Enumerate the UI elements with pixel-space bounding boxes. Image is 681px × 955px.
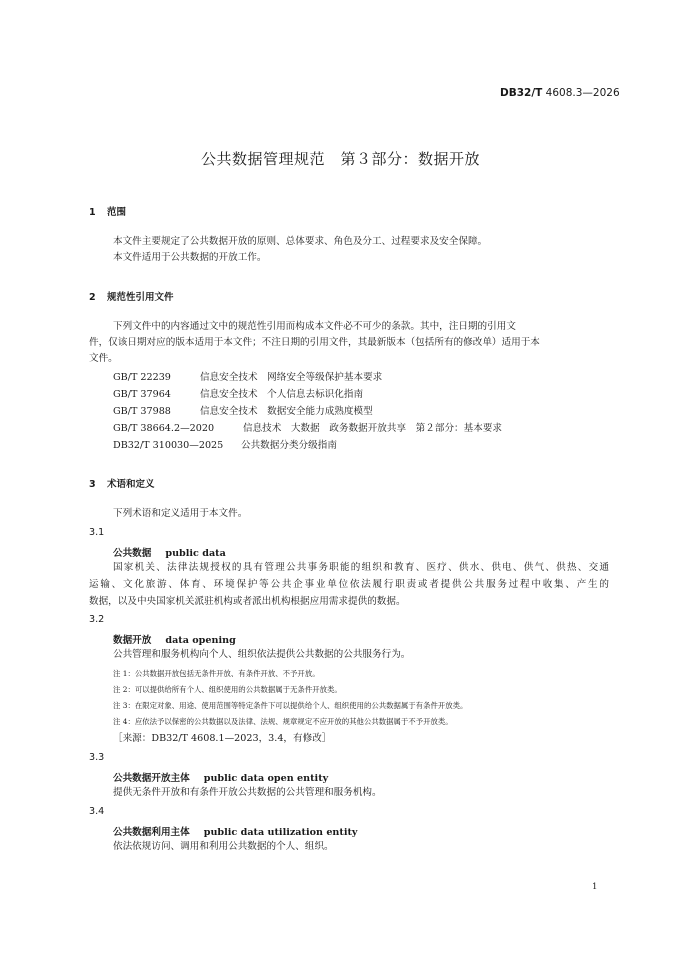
- section-2-intro-line-1: 下列文件中的内容通过文中的规范性引用而构成本文件必不可少的条款。其中，注日期的引用文: [113, 321, 516, 332]
- term-number: 3.1: [89, 527, 105, 538]
- term-note: 注 2：可以提供给所有个人、组织使用的公共数据属于无条件开放类。: [113, 685, 342, 694]
- document-title: 公共数据管理规范 第３部分：数据开放: [200, 150, 480, 168]
- term-definition-line: 运输、文化旅游、体育、环境保护等公共企事业单位依法履行职责或者提供公共服务过程中收集、产生的: [89, 579, 609, 590]
- term-note: 注 3：在限定对象、用途、使用范围等特定条件下可以提供给个人、组织使用的公共数据属于有条件开放类。: [113, 701, 468, 710]
- term-number: 3.3: [89, 752, 105, 763]
- section-1-paragraph-1: 本文件主要规定了公共数据开放的原则、总体要求、角色及分工、过程要求及安全保障。: [113, 236, 488, 247]
- term-definition-line: 依法依规访问、调用和利用公共数据的个人、组织。: [113, 841, 334, 852]
- term-definition-line: 公共管理和服务机构向个人、组织依法提供公共数据的公共服务行为。: [113, 649, 411, 660]
- term-name: 公共数据利用主体 public data utilization entity: [113, 827, 358, 838]
- term-name: 公共数据开放主体 public data open entity: [113, 773, 329, 784]
- term-note: 注 1：公共数据开放包括无条件开放、有条件开放、不予开放。: [113, 669, 320, 678]
- reference-item: GB/T 22239 信息安全技术 网络安全等级保护基本要求: [113, 372, 383, 383]
- term-source: ［来源：DB32/T 4608.1—2023，3.4，有修改］: [113, 733, 332, 744]
- standard-code: DB32/T 4608.3—2026: [500, 87, 620, 99]
- reference-item: GB/T 37964 信息安全技术 个人信息去标识化指南: [113, 389, 364, 400]
- reference-item: DB32/T 310030—2025 公共数据分类分级指南: [113, 440, 337, 451]
- term-number: 3.2: [89, 614, 105, 625]
- reference-item: GB/T 37988 信息安全技术 数据安全能力成熟度模型: [113, 406, 373, 417]
- term-definition-line: 国家机关、法律法规授权的具有管理公共事务职能的组织和教育、医疗、供水、供电、供气、供热、交通: [113, 562, 609, 573]
- section-2-heading: 2 规范性引用文件: [89, 292, 174, 303]
- section-2-intro-line-2: 件，仅该日期对应的版本适用于本文件；不注日期的引用文件，其最新版本（包括所有的修改单）适用于本: [89, 337, 540, 348]
- term-number: 3.4: [89, 806, 105, 817]
- section-3-heading: 3 术语和定义: [89, 479, 155, 490]
- term-name: 数据开放 data opening: [113, 635, 236, 646]
- term-note: 注 4：应依法予以保密的公共数据以及法律、法规、规章规定不应开放的其他公共数据属于不予开放类。: [113, 717, 453, 726]
- reference-item: GB/T 38664.2—2020 信息技术 大数据 政务数据开放共享 第２部分：基本要求: [113, 423, 503, 434]
- section-2-intro-line-3: 文件。: [89, 353, 118, 364]
- section-1-paragraph-2: 本文件适用于公共数据的开放工作。: [113, 252, 267, 263]
- term-name: 公共数据 public data: [113, 548, 226, 559]
- term-definition-line: 提供无条件开放和有条件开放公共数据的公共管理和服务机构。: [113, 787, 382, 798]
- term-definition-line: 数据，以及中央国家机关派驻机构或者派出机构根据应用需求提供的数据。: [89, 596, 406, 607]
- page-number: 1: [592, 882, 598, 892]
- section-3-intro: 下列术语和定义适用于本文件。: [113, 508, 248, 519]
- section-1-heading: 1 范围: [89, 207, 127, 218]
